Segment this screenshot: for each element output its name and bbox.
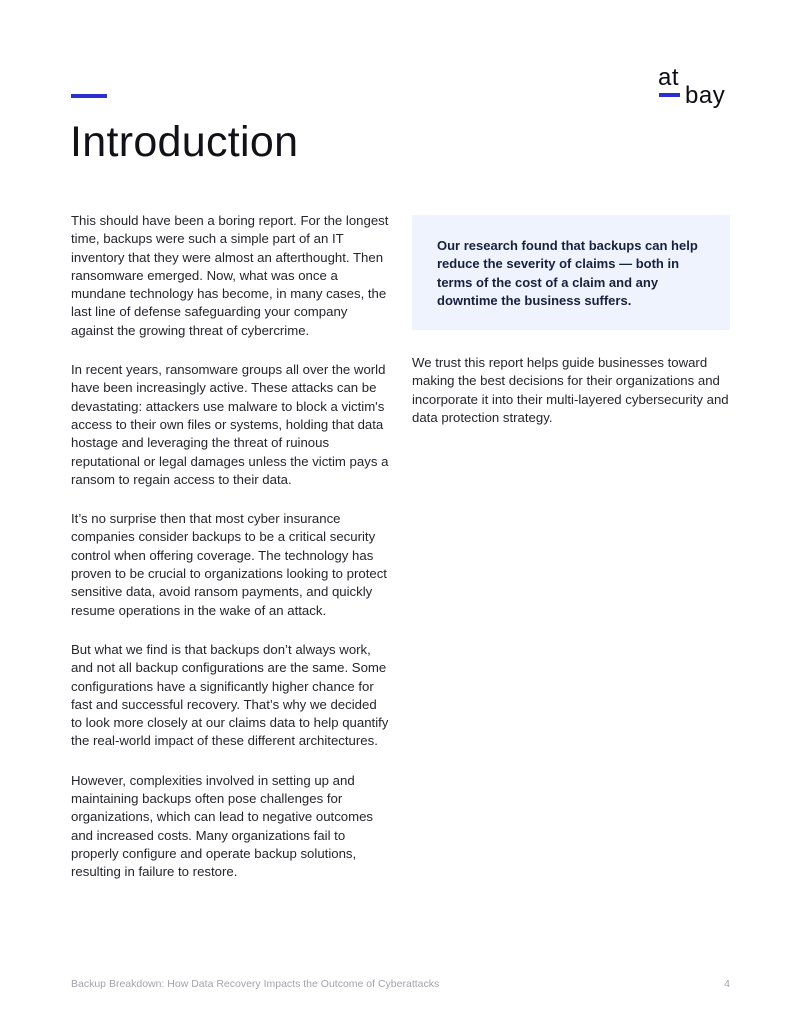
callout-text: Our research found that backups can help reduce the severity of claims — both in terms of the cost of a claim and any downtime the business suffers. bbox=[437, 238, 698, 308]
intro-paragraph-1: This should have been a boring report. For the longest time, backups were such a simple part of an IT inventory that they were almost an afterthought. Then ransomware emerged. Now, what was once a mundane technology has become, in many cases, the last line of defense safeguarding your company against the growing threat of cybercrime. bbox=[71, 213, 389, 338]
right-column bbox=[412, 215, 730, 448]
page-title: Introduction bbox=[70, 118, 299, 166]
page-number: 4 bbox=[724, 978, 730, 990]
intro-paragraph-3: It’s no surprise then that most cyber insurance companies consider backups to be a critical security control when offering coverage. The technology has proven to be crucial to organizations looking to protect sensitive data, avoid ransom payments, and quickly resume operations in the wake of an attack. bbox=[71, 511, 387, 618]
intro-paragraph-2: In recent years, ransomware groups all over the world have been increasingly active. These attacks can be devastating: attackers use malware to block a victim's access to their own files or systems, holding that data hostage and leveraging the threat of ruinous reputational or legal damages unless the victim pays a ransom to regain access to their data. bbox=[71, 362, 389, 487]
callout-box bbox=[412, 215, 730, 330]
left-column bbox=[71, 212, 389, 903]
page-footer bbox=[71, 977, 730, 991]
logo-text-bay: bay bbox=[685, 82, 726, 109]
closing-paragraph: We trust this report helps guide businesses toward making the best decisions for their organizations and incorporate it into their multi-layered cybersecurity and data protection strategy. bbox=[412, 355, 729, 425]
logo-dash bbox=[659, 93, 680, 97]
intro-paragraph-5: However, complexities involved in setting up and maintaining backups often pose challenges for organizations, which can lead to negative outcomes and increased costs. Many organizations fail to properly configure and operate backup solutions, resulting in failure to restore. bbox=[71, 772, 374, 880]
at-bay-logo bbox=[658, 64, 734, 112]
logo-text-at: at bbox=[658, 64, 680, 91]
intro-paragraph-4: But what we find is that backups don’t always work, and not all backup configurations are the same. Some configurations have a significantly higher chance for fast and successful recovery. That’s why we decided to look more closely at our claims data to help quantify the real-world impact of these different architectures. bbox=[71, 641, 389, 749]
title-accent-bar bbox=[71, 94, 107, 98]
footer-title: Backup Breakdown: How Data Recovery Impacts the Outcome of Cyberattacks bbox=[71, 978, 440, 990]
